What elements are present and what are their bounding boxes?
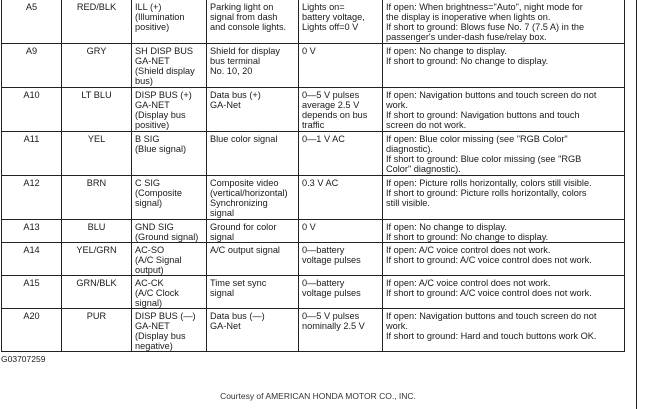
check-line: work. xyxy=(386,100,408,110)
signal-line: ILL (+) xyxy=(135,2,162,12)
check-line: still visible. xyxy=(386,198,430,208)
check-line: If short to ground: A/C voice control does not work. xyxy=(386,255,592,265)
value-line: battery voltage, xyxy=(302,12,365,22)
signal-line: (Display bus xyxy=(135,331,186,341)
table-row xyxy=(2,176,625,220)
terminal-table-body xyxy=(2,0,625,352)
signal-line: (A/C Signal xyxy=(135,255,182,265)
signal-line: (Illumination xyxy=(135,12,185,22)
wire-cell: BLU xyxy=(62,220,132,243)
wire-cell: GRN/BLK xyxy=(62,276,132,309)
signal-cell xyxy=(132,132,207,176)
wire-cell: PUR xyxy=(62,309,132,352)
term-cell: A10 xyxy=(2,88,62,132)
desc-line: No. 10, 20 xyxy=(210,66,253,76)
value-line: Lights off=0 V xyxy=(302,22,359,32)
signal-cell xyxy=(132,0,207,44)
check-line: If short to ground: No change to display. xyxy=(386,232,549,242)
check-line: If open: When brightness="Auto", night mode for xyxy=(386,2,583,12)
signal-line: (Ground signal) xyxy=(135,232,199,242)
value-line: voltage pulses xyxy=(302,288,361,298)
wire-cell: YEL/GRN xyxy=(62,243,132,276)
desc-line: Time set sync xyxy=(210,278,267,288)
table-row xyxy=(2,88,625,132)
term-cell: A9 xyxy=(2,44,62,88)
desc-cell xyxy=(207,88,299,132)
desc-line: Data bus (+) xyxy=(210,90,261,100)
signal-cell xyxy=(132,176,207,220)
page-border-line xyxy=(636,0,637,409)
signal-line: (Composite xyxy=(135,188,182,198)
table-row xyxy=(2,220,625,243)
desc-cell xyxy=(207,220,299,243)
table-row xyxy=(2,276,625,309)
signal-cell xyxy=(132,309,207,352)
signal-line: C SIG xyxy=(135,178,161,188)
check-cell xyxy=(383,44,625,88)
signal-line: SH DISP BUS xyxy=(135,46,194,56)
table-row xyxy=(2,44,625,88)
signal-cell xyxy=(132,220,207,243)
check-cell xyxy=(383,309,625,352)
wire-cell: BRN xyxy=(62,176,132,220)
value-cell xyxy=(299,276,383,309)
value-line: 0—5 V pulses xyxy=(302,90,360,100)
desc-line: and console lights. xyxy=(210,22,287,32)
check-cell xyxy=(383,243,625,276)
check-line: If open: No change to display. xyxy=(386,46,507,56)
value-cell xyxy=(299,176,383,220)
signal-line: bus) xyxy=(135,76,153,86)
value-line: 0—battery xyxy=(302,245,345,255)
desc-cell xyxy=(207,44,299,88)
term-cell: A15 xyxy=(2,276,62,309)
desc-cell xyxy=(207,243,299,276)
wire-cell: RED/BLK xyxy=(62,0,132,44)
value-cell xyxy=(299,44,383,88)
signal-line: (Display bus xyxy=(135,110,186,120)
check-line: diagnostic). xyxy=(386,144,433,154)
table-row xyxy=(2,0,625,44)
desc-line: signal xyxy=(210,288,235,298)
check-line: the display is inoperative when lights on. xyxy=(386,12,551,22)
signal-cell xyxy=(132,44,207,88)
signal-line: GA-NET xyxy=(135,321,170,331)
desc-cell xyxy=(207,132,299,176)
desc-line: A/C output signal xyxy=(210,245,280,255)
signal-line: positive) xyxy=(135,120,170,130)
table-row xyxy=(2,132,625,176)
desc-line: Ground for color xyxy=(210,222,277,232)
desc-line: GA-Net xyxy=(210,100,241,110)
value-line: traffic xyxy=(302,120,325,130)
desc-cell xyxy=(207,309,299,352)
check-cell xyxy=(383,0,625,44)
value-line: 0 V xyxy=(302,46,316,56)
value-line: average 2.5 V xyxy=(302,100,360,110)
desc-line: (vertical/horizontal) xyxy=(210,188,288,198)
signal-line: B SIG xyxy=(135,134,160,144)
check-line: If short to ground: Navigation buttons and touch xyxy=(386,110,580,120)
value-line: 0 V xyxy=(302,222,316,232)
signal-cell xyxy=(132,88,207,132)
signal-line: AC-CK xyxy=(135,278,164,288)
value-line: 0—battery xyxy=(302,278,345,288)
check-line: If short to ground: Blows fuse No. 7 (7.5 A) in the xyxy=(386,22,585,32)
signal-cell xyxy=(132,243,207,276)
desc-line: Data bus (—) xyxy=(210,311,265,321)
term-cell: A13 xyxy=(2,220,62,243)
desc-cell xyxy=(207,176,299,220)
signal-line: GA-NET xyxy=(135,56,170,66)
desc-line: GA-Net xyxy=(210,321,241,331)
value-cell xyxy=(299,132,383,176)
value-line: nominally 2.5 V xyxy=(302,321,365,331)
signal-line: output) xyxy=(135,265,164,275)
check-line: If short to ground: No change to display. xyxy=(386,56,549,66)
desc-line: Composite video xyxy=(210,178,279,188)
check-line: If short to ground: Picture rolls horizontally, colors xyxy=(386,188,587,198)
signal-line: (Blue signal) xyxy=(135,144,187,154)
check-line: If open: Blue color missing (see "RGB Color" xyxy=(386,134,568,144)
terminal-table xyxy=(1,0,625,352)
value-line: 0.3 V AC xyxy=(302,178,339,188)
check-line: If open: Navigation buttons and touch screen do not xyxy=(386,90,597,100)
signal-line: positive) xyxy=(135,22,170,32)
desc-cell xyxy=(207,0,299,44)
wire-cell: YEL xyxy=(62,132,132,176)
term-cell: A14 xyxy=(2,243,62,276)
check-line: If open: No change to display. xyxy=(386,222,507,232)
check-line: If short to ground: Blue color missing (see "RGB xyxy=(386,154,582,164)
desc-line: signal xyxy=(210,232,235,242)
desc-line: signal xyxy=(210,208,235,218)
value-cell xyxy=(299,309,383,352)
check-line: If short to ground: Hard and touch buttons work OK. xyxy=(386,331,597,341)
wire-cell: GRY xyxy=(62,44,132,88)
term-cell: A20 xyxy=(2,309,62,352)
check-line: passenger's under-dash fuse/relay box. xyxy=(386,32,547,42)
signal-line: (A/C Clock xyxy=(135,288,179,298)
signal-line: DISP BUS (—) xyxy=(135,311,196,321)
check-cell xyxy=(383,176,625,220)
signal-cell xyxy=(132,276,207,309)
signal-line: signal) xyxy=(135,298,163,308)
signal-line: AC-SO xyxy=(135,245,165,255)
term-cell: A12 xyxy=(2,176,62,220)
check-cell xyxy=(383,276,625,309)
desc-line: signal from dash xyxy=(210,12,278,22)
value-cell xyxy=(299,88,383,132)
signal-line: signal) xyxy=(135,198,163,208)
courtesy-note: Courtesy of AMERICAN HONDA MOTOR CO., INC. xyxy=(220,391,416,401)
check-line: If open: Picture rolls horizontally, colors still visible. xyxy=(386,178,592,188)
check-line: If open: A/C voice control does not work. xyxy=(386,278,551,288)
value-line: voltage pulses xyxy=(302,255,361,265)
signal-line: DISP BUS (+) xyxy=(135,90,192,100)
term-cell: A11 xyxy=(2,132,62,176)
check-line: If open: A/C voice control does not work. xyxy=(386,245,551,255)
desc-line: Shield for display xyxy=(210,46,280,56)
desc-line: Parking light on xyxy=(210,2,274,12)
value-line: 0—5 V pulses xyxy=(302,311,360,321)
wire-cell: LT BLU xyxy=(62,88,132,132)
figure-id: G03707259 xyxy=(1,354,46,364)
value-line: depends on bus xyxy=(302,110,368,120)
signal-line: GND SIG xyxy=(135,222,174,232)
desc-line: bus terminal xyxy=(210,56,261,66)
value-cell xyxy=(299,0,383,44)
check-cell xyxy=(383,220,625,243)
value-line: 0—1 V AC xyxy=(302,134,345,144)
desc-line: Synchronizing xyxy=(210,198,268,208)
check-line: If open: Navigation buttons and touch screen do not xyxy=(386,311,597,321)
term-cell: A5 xyxy=(2,0,62,44)
value-cell xyxy=(299,243,383,276)
value-cell xyxy=(299,220,383,243)
check-line: Color" diagnostic). xyxy=(386,164,461,174)
desc-line: Blue color signal xyxy=(210,134,278,144)
value-line: Lights on= xyxy=(302,2,345,12)
signal-line: GA-NET xyxy=(135,100,170,110)
signal-line: (Shield display xyxy=(135,66,195,76)
check-line: screen do not work. xyxy=(386,120,467,130)
table-row xyxy=(2,243,625,276)
signal-line: negative) xyxy=(135,341,173,351)
desc-cell xyxy=(207,276,299,309)
check-cell xyxy=(383,88,625,132)
check-line: If short to ground: A/C voice control does not work. xyxy=(386,288,592,298)
check-cell xyxy=(383,132,625,176)
check-line: work. xyxy=(386,321,408,331)
table-row xyxy=(2,309,625,352)
